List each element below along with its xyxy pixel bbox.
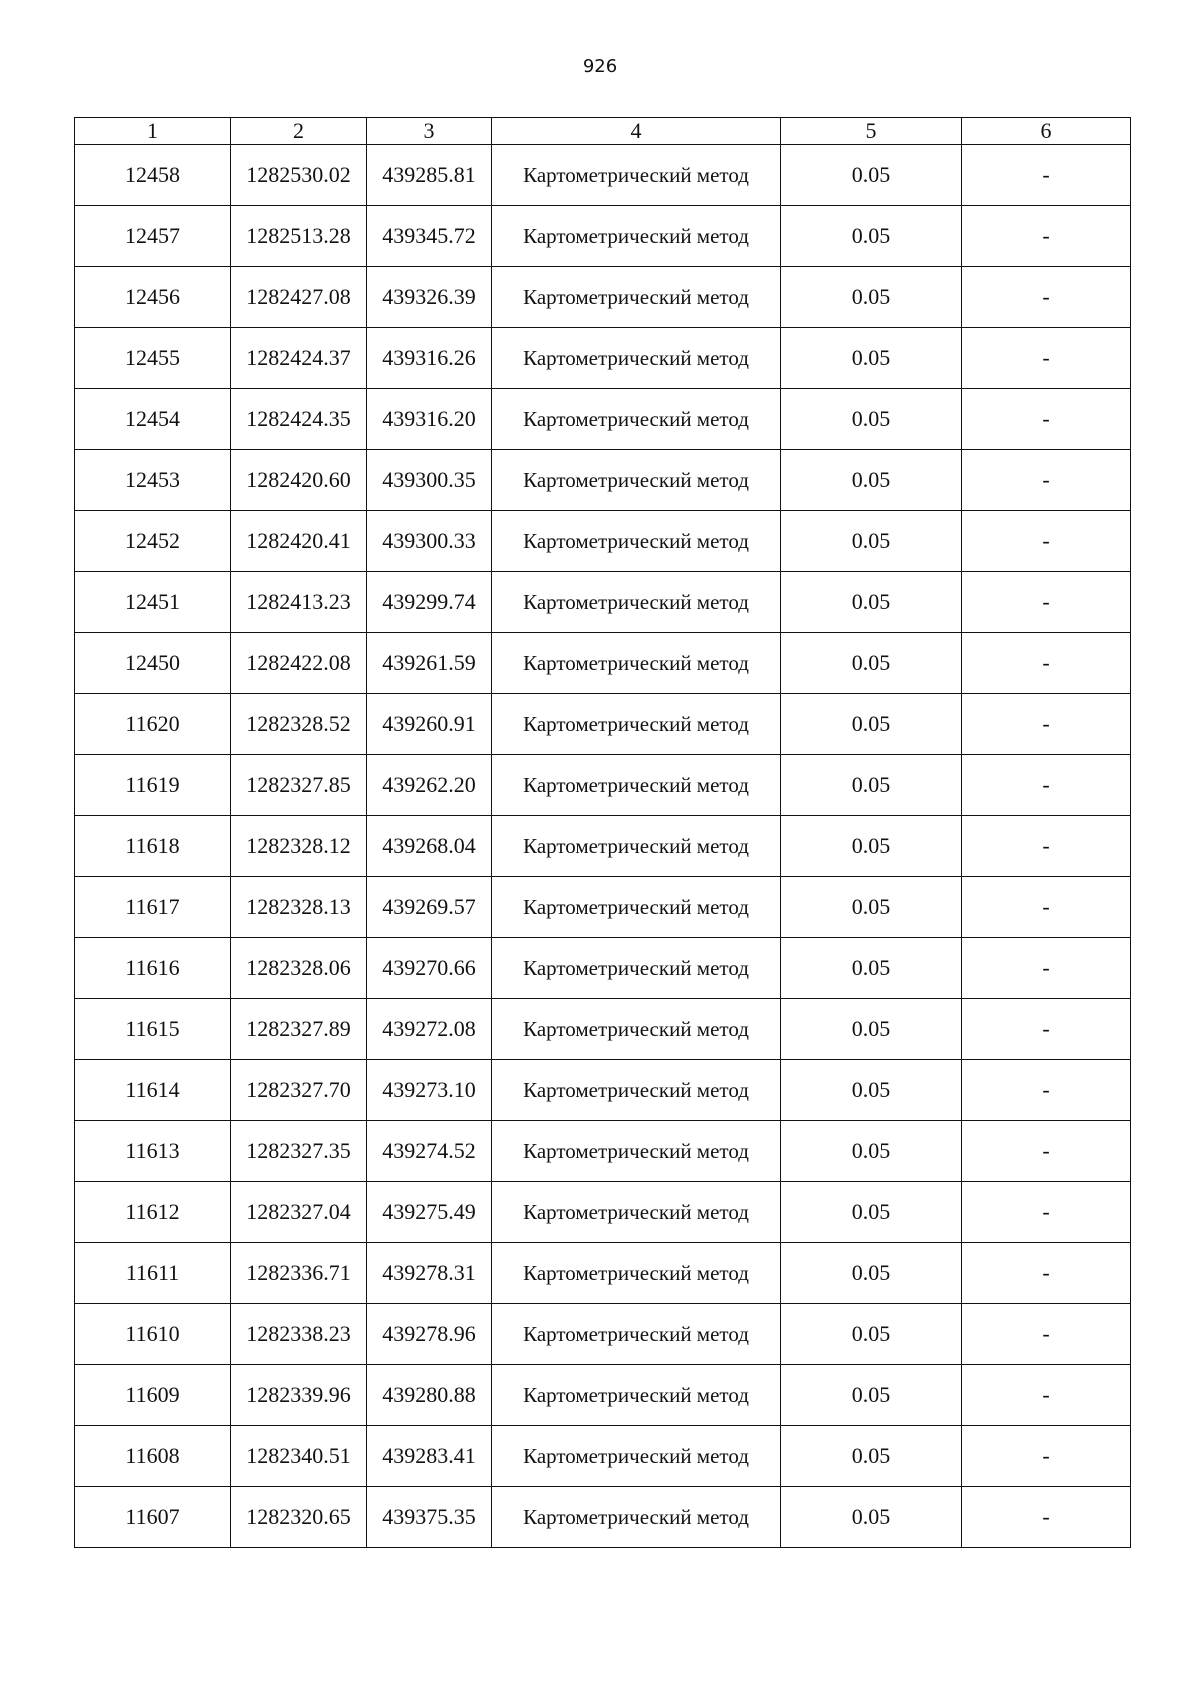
method-cell: Картометрический метод [492,1121,781,1182]
table-row [75,572,1131,633]
accuracy-cell: 0.05 [781,1243,962,1304]
table-row [75,938,1131,999]
note-cell: - [962,389,1131,450]
coord-x-cell: 1282339.96 [231,1365,367,1426]
method-cell: Картометрический метод [492,694,781,755]
point-number-cell: 11615 [75,999,231,1060]
table-row [75,1304,1131,1365]
method-cell: Картометрический метод [492,1182,781,1243]
method-cell: Картометрический метод [492,572,781,633]
coord-y-cell: 439262.20 [367,755,492,816]
accuracy-cell: 0.05 [781,1426,962,1487]
table-row [75,999,1131,1060]
note-cell: - [962,999,1131,1060]
coord-y-cell: 439316.26 [367,328,492,389]
note-cell: - [962,1060,1131,1121]
accuracy-cell: 0.05 [781,206,962,267]
note-cell: - [962,1182,1131,1243]
note-cell: - [962,938,1131,999]
point-number-cell: 12450 [75,633,231,694]
coord-y-cell: 439278.96 [367,1304,492,1365]
accuracy-cell: 0.05 [781,1121,962,1182]
coord-x-cell: 1282513.28 [231,206,367,267]
method-cell: Картометрический метод [492,145,781,206]
header-cell-5: 5 [781,118,962,145]
note-cell: - [962,511,1131,572]
coord-x-cell: 1282420.60 [231,450,367,511]
point-number-cell: 11607 [75,1487,231,1548]
note-cell: - [962,1304,1131,1365]
point-number-cell: 11608 [75,1426,231,1487]
coord-y-cell: 439278.31 [367,1243,492,1304]
note-cell: - [962,633,1131,694]
note-cell: - [962,450,1131,511]
coord-y-cell: 439300.35 [367,450,492,511]
coord-y-cell: 439283.41 [367,1426,492,1487]
accuracy-cell: 0.05 [781,511,962,572]
coord-x-cell: 1282327.85 [231,755,367,816]
table-row [75,1060,1131,1121]
table-row [75,145,1131,206]
coord-y-cell: 439280.88 [367,1365,492,1426]
accuracy-cell: 0.05 [781,1060,962,1121]
table-row [75,1365,1131,1426]
note-cell: - [962,328,1131,389]
note-cell: - [962,755,1131,816]
coord-x-cell: 1282424.37 [231,328,367,389]
method-cell: Картометрический метод [492,450,781,511]
table-row [75,633,1131,694]
coord-y-cell: 439269.57 [367,877,492,938]
coord-y-cell: 439316.20 [367,389,492,450]
accuracy-cell: 0.05 [781,328,962,389]
point-number-cell: 11613 [75,1121,231,1182]
note-cell: - [962,267,1131,328]
coord-x-cell: 1282320.65 [231,1487,367,1548]
coord-x-cell: 1282424.35 [231,389,367,450]
point-number-cell: 11611 [75,1243,231,1304]
note-cell: - [962,816,1131,877]
coord-x-cell: 1282422.08 [231,633,367,694]
coord-x-cell: 1282328.12 [231,816,367,877]
method-cell: Картометрический метод [492,877,781,938]
point-number-cell: 12458 [75,145,231,206]
table-row [75,694,1131,755]
method-cell: Картометрический метод [492,206,781,267]
coord-x-cell: 1282336.71 [231,1243,367,1304]
method-cell: Картометрический метод [492,999,781,1060]
point-number-cell: 11617 [75,877,231,938]
note-cell: - [962,877,1131,938]
coord-y-cell: 439285.81 [367,145,492,206]
method-cell: Картометрический метод [492,267,781,328]
point-number-cell: 11612 [75,1182,231,1243]
accuracy-cell: 0.05 [781,389,962,450]
method-cell: Картометрический метод [492,816,781,877]
coord-x-cell: 1282328.52 [231,694,367,755]
accuracy-cell: 0.05 [781,1365,962,1426]
coord-x-cell: 1282327.04 [231,1182,367,1243]
header-row [75,118,1131,145]
coord-y-cell: 439270.66 [367,938,492,999]
point-number-cell: 11619 [75,755,231,816]
coord-x-cell: 1282420.41 [231,511,367,572]
coord-x-cell: 1282338.23 [231,1304,367,1365]
coord-y-cell: 439260.91 [367,694,492,755]
accuracy-cell: 0.05 [781,267,962,328]
coord-y-cell: 439268.04 [367,816,492,877]
header-cell-1: 1 [75,118,231,145]
method-cell: Картометрический метод [492,389,781,450]
note-cell: - [962,1487,1131,1548]
table-row [75,1426,1131,1487]
table-row [75,1121,1131,1182]
point-number-cell: 12452 [75,511,231,572]
point-number-cell: 11616 [75,938,231,999]
coord-x-cell: 1282327.70 [231,1060,367,1121]
method-cell: Картометрический метод [492,328,781,389]
method-cell: Картометрический метод [492,1304,781,1365]
header-cell-3: 3 [367,118,492,145]
coord-x-cell: 1282413.23 [231,572,367,633]
coord-x-cell: 1282328.13 [231,877,367,938]
coord-y-cell: 439375.35 [367,1487,492,1548]
method-cell: Картометрический метод [492,1060,781,1121]
point-number-cell: 12451 [75,572,231,633]
accuracy-cell: 0.05 [781,633,962,694]
header-cell-6: 6 [962,118,1131,145]
coord-x-cell: 1282327.35 [231,1121,367,1182]
point-number-cell: 12454 [75,389,231,450]
coord-x-cell: 1282427.08 [231,267,367,328]
coord-x-cell: 1282328.06 [231,938,367,999]
coord-x-cell: 1282340.51 [231,1426,367,1487]
table-row [75,267,1131,328]
method-cell: Картометрический метод [492,633,781,694]
page-number: 926 [582,56,618,77]
coord-y-cell: 439273.10 [367,1060,492,1121]
accuracy-cell: 0.05 [781,145,962,206]
coord-y-cell: 439300.33 [367,511,492,572]
note-cell: - [962,1426,1131,1487]
accuracy-cell: 0.05 [781,999,962,1060]
accuracy-cell: 0.05 [781,877,962,938]
note-cell: - [962,145,1131,206]
table-row [75,755,1131,816]
method-cell: Картометрический метод [492,1487,781,1548]
table-row [75,1243,1131,1304]
table-row [75,877,1131,938]
coord-y-cell: 439275.49 [367,1182,492,1243]
table-row [75,816,1131,877]
table-row [75,511,1131,572]
table-row [75,1182,1131,1243]
point-number-cell: 11614 [75,1060,231,1121]
point-number-cell: 11618 [75,816,231,877]
accuracy-cell: 0.05 [781,938,962,999]
coord-y-cell: 439299.74 [367,572,492,633]
note-cell: - [962,1243,1131,1304]
coord-y-cell: 439274.52 [367,1121,492,1182]
accuracy-cell: 0.05 [781,572,962,633]
point-number-cell: 11620 [75,694,231,755]
method-cell: Картометрический метод [492,1243,781,1304]
accuracy-cell: 0.05 [781,694,962,755]
point-number-cell: 11610 [75,1304,231,1365]
method-cell: Картометрический метод [492,1365,781,1426]
coord-x-cell: 1282327.89 [231,999,367,1060]
point-number-cell: 12455 [75,328,231,389]
accuracy-cell: 0.05 [781,1304,962,1365]
point-number-cell: 12453 [75,450,231,511]
coord-y-cell: 439272.08 [367,999,492,1060]
table-row [75,206,1131,267]
accuracy-cell: 0.05 [781,1182,962,1243]
point-number-cell: 12457 [75,206,231,267]
note-cell: - [962,1365,1131,1426]
coord-x-cell: 1282530.02 [231,145,367,206]
method-cell: Картометрический метод [492,755,781,816]
table-row [75,389,1131,450]
accuracy-cell: 0.05 [781,816,962,877]
table-row [75,328,1131,389]
note-cell: - [962,1121,1131,1182]
method-cell: Картометрический метод [492,938,781,999]
method-cell: Картометрический метод [492,511,781,572]
accuracy-cell: 0.05 [781,450,962,511]
coordinates-table [74,117,1131,1548]
note-cell: - [962,694,1131,755]
coord-y-cell: 439345.72 [367,206,492,267]
coord-y-cell: 439261.59 [367,633,492,694]
accuracy-cell: 0.05 [781,755,962,816]
note-cell: - [962,572,1131,633]
method-cell: Картометрический метод [492,1426,781,1487]
header-cell-2: 2 [231,118,367,145]
header-cell-4: 4 [492,118,781,145]
accuracy-cell: 0.05 [781,1487,962,1548]
point-number-cell: 11609 [75,1365,231,1426]
table-row [75,1487,1131,1548]
table-row [75,450,1131,511]
table-body [75,145,1131,1548]
coord-y-cell: 439326.39 [367,267,492,328]
point-number-cell: 12456 [75,267,231,328]
note-cell: - [962,206,1131,267]
